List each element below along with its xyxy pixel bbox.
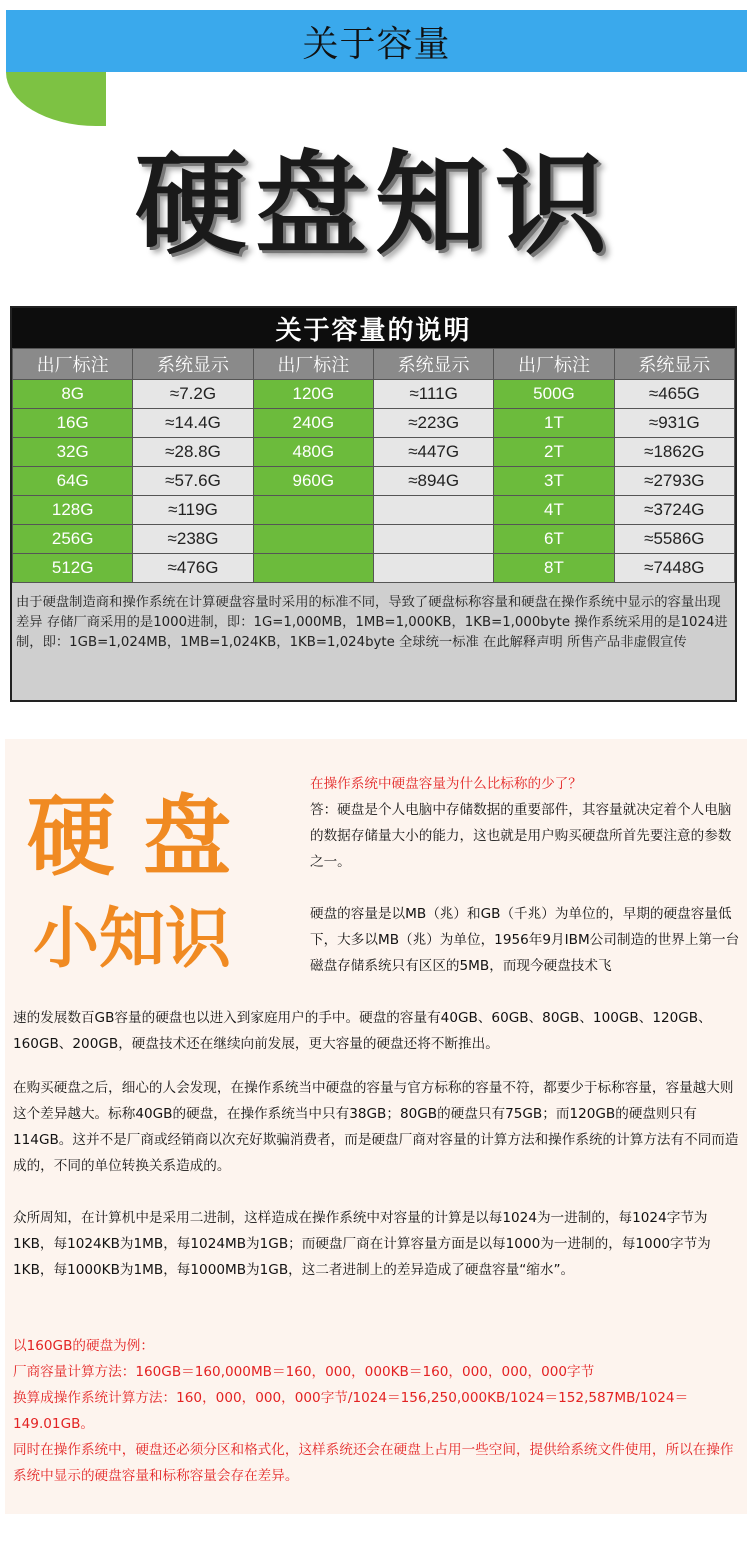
column-header: 出厂标注 (13, 349, 133, 380)
green-leaf-decoration (6, 72, 106, 126)
factory-capacity-cell: 4T (494, 496, 614, 525)
column-header: 出厂标注 (253, 349, 373, 380)
big-title: 硬盘知识 (135, 140, 615, 270)
table-row (13, 496, 735, 525)
factory-capacity-cell: 2T (494, 438, 614, 467)
system-capacity-cell (373, 554, 493, 583)
factory-capacity-cell: 500G (494, 380, 614, 409)
example-vendor-calc: 厂商容量计算方法：160GB＝160,000MB＝160，000，000KB＝160，000，000，000字节 (13, 1364, 595, 1380)
system-capacity-cell: ≈3724G (614, 496, 734, 525)
system-capacity-cell: ≈238G (133, 525, 253, 554)
factory-capacity-cell: 1T (494, 409, 614, 438)
table-row (13, 554, 735, 583)
system-capacity-cell: ≈57.6G (133, 467, 253, 496)
header-title: 关于容量 (302, 23, 451, 65)
table-row (13, 525, 735, 554)
factory-capacity-cell: 512G (13, 554, 133, 583)
system-capacity-cell: ≈476G (133, 554, 253, 583)
factory-capacity-cell (253, 525, 373, 554)
question-heading: 在操作系统中硬盘容量为什么比标称的少了？ (310, 776, 582, 792)
example-note: 同时在操作系统中，硬盘还必须分区和格式化，这样系统还会在硬盘上占用一些空间，提供给系统文件使用，所以在操作系统中显示的硬盘容量和标称容量会存在差异。 (13, 1442, 734, 1484)
system-capacity-cell: ≈894G (373, 467, 493, 496)
capacity-table-header-row (13, 349, 735, 380)
knowledge-title-line1: 硬盘 (27, 785, 260, 888)
system-capacity-cell: ≈28.8G (133, 438, 253, 467)
factory-capacity-cell: 8G (13, 380, 133, 409)
system-capacity-cell: ≈14.4G (133, 409, 253, 438)
example-os-calc: 换算成操作系统计算方法：160，000，000，000字节/1024＝156,250,000KB/1024＝152,587MB/1024＝149.01GB。 (13, 1390, 689, 1432)
capacity-table-title: 关于容量的说明 (12, 308, 735, 348)
factory-capacity-cell: 960G (253, 467, 373, 496)
factory-capacity-cell: 16G (13, 409, 133, 438)
factory-capacity-cell: 32G (13, 438, 133, 467)
system-capacity-cell: ≈2793G (614, 467, 734, 496)
factory-capacity-cell: 480G (253, 438, 373, 467)
header-bar (6, 10, 747, 72)
binary-explanation-paragraph: 众所周知，在计算机中是采用二进制，这样造成在操作系统中对容量的计算是以每1024为一进制的，每1024字节为1KB，每1024KB为1MB，每1024MB为1GB；而硬盘厂商在计算容量方面是以每1000为一进制的，每1000字节为1KB，每1000KB为1MB，每1000MB为1GB，这二者进制上的差异造成了硬盘容量“缩水”。 (13, 1210, 711, 1278)
column-header: 系统显示 (373, 349, 493, 380)
knowledge-title-line2: 小知识 (33, 900, 231, 977)
factory-capacity-cell: 120G (253, 380, 373, 409)
table-row (13, 438, 735, 467)
factory-capacity-cell: 6T (494, 525, 614, 554)
column-header: 出厂标注 (494, 349, 614, 380)
system-capacity-cell: ≈7.2G (133, 380, 253, 409)
system-capacity-cell: ≈111G (373, 380, 493, 409)
capacity-history-paragraph-cont: 速的发展数百GB容量的硬盘也以进入到家庭用户的手中。硬盘的容量有40GB、60GB、80GB、100GB、120GB、160GB、200GB，硬盘技术还在继续向前发展，更大容量的硬盘还将不断推出。 (13, 1010, 712, 1052)
table-row (13, 380, 735, 409)
example-block (13, 1333, 741, 1489)
capacity-table (12, 348, 735, 583)
column-header: 系统显示 (133, 349, 253, 380)
capacity-difference-paragraph: 在购买硬盘之后，细心的人会发现，在操作系统当中硬盘的容量与官方标称的容量不符，都要少于标称容量，容量越大则这个差异越大。标称40GB的硬盘，在操作系统当中只有38GB；80GB的硬盘只有75GB；而120GB的硬盘则只有114GB。这并不是厂商或经销商以次充好欺骗消费者，而是硬盘厂商对容量的计算方法和操作系统的计算方法有不同而造成的，不同的单位转换关系造成的。 (13, 1080, 739, 1174)
capacity-table-box (10, 306, 737, 702)
system-capacity-cell (373, 496, 493, 525)
system-capacity-cell: ≈223G (373, 409, 493, 438)
factory-capacity-cell (253, 496, 373, 525)
table-row (13, 467, 735, 496)
column-header: 系统显示 (614, 349, 734, 380)
factory-capacity-cell: 128G (13, 496, 133, 525)
system-capacity-cell: ≈7448G (614, 554, 734, 583)
system-capacity-cell: ≈447G (373, 438, 493, 467)
system-capacity-cell: ≈931G (614, 409, 734, 438)
knowledge-section (5, 739, 747, 1514)
system-capacity-cell: ≈1862G (614, 438, 734, 467)
system-capacity-cell: ≈119G (133, 496, 253, 525)
factory-capacity-cell: 3T (494, 467, 614, 496)
capacity-note: 由于硬盘制造商和操作系统在计算硬盘容量时采用的标准不同，导致了硬盘标称容量和硬盘在操作系统中显示的容量出现差异 存储厂商采用的是1000进制，即：1G=1,000MB，1MB=1,000KB，1KB=1,000byte 操作系统采用的是1024进制，即：1GB=1,024MB，1MB=1,024KB，1KB=1,024byte 全球统一标准 在此解释声明 所售产品非虚假宣传 (16, 595, 728, 650)
system-capacity-cell: ≈465G (614, 380, 734, 409)
factory-capacity-cell: 240G (253, 409, 373, 438)
factory-capacity-cell: 8T (494, 554, 614, 583)
system-capacity-cell: ≈5586G (614, 525, 734, 554)
factory-capacity-cell: 256G (13, 525, 133, 554)
capacity-history-paragraph: 硬盘的容量是以MB（兆）和GB（千兆）为单位的，早期的硬盘容量低下，大多以MB（兆）为单位，1956年9月IBM公司制造的世界上第一台磁盘存储系统只有区区的5MB，而现今硬盘技术飞 (310, 906, 740, 974)
example-title: 以160GB的硬盘为例： (13, 1338, 154, 1354)
factory-capacity-cell: 64G (13, 467, 133, 496)
answer-paragraph: 答：硬盘是个人电脑中存储数据的重要部件，其容量就决定着个人电脑的数据存储量大小的能力，这也就是用户购买硬盘所首先要注意的参数之一。 (310, 802, 732, 870)
factory-capacity-cell (253, 554, 373, 583)
table-row (13, 409, 735, 438)
system-capacity-cell (373, 525, 493, 554)
